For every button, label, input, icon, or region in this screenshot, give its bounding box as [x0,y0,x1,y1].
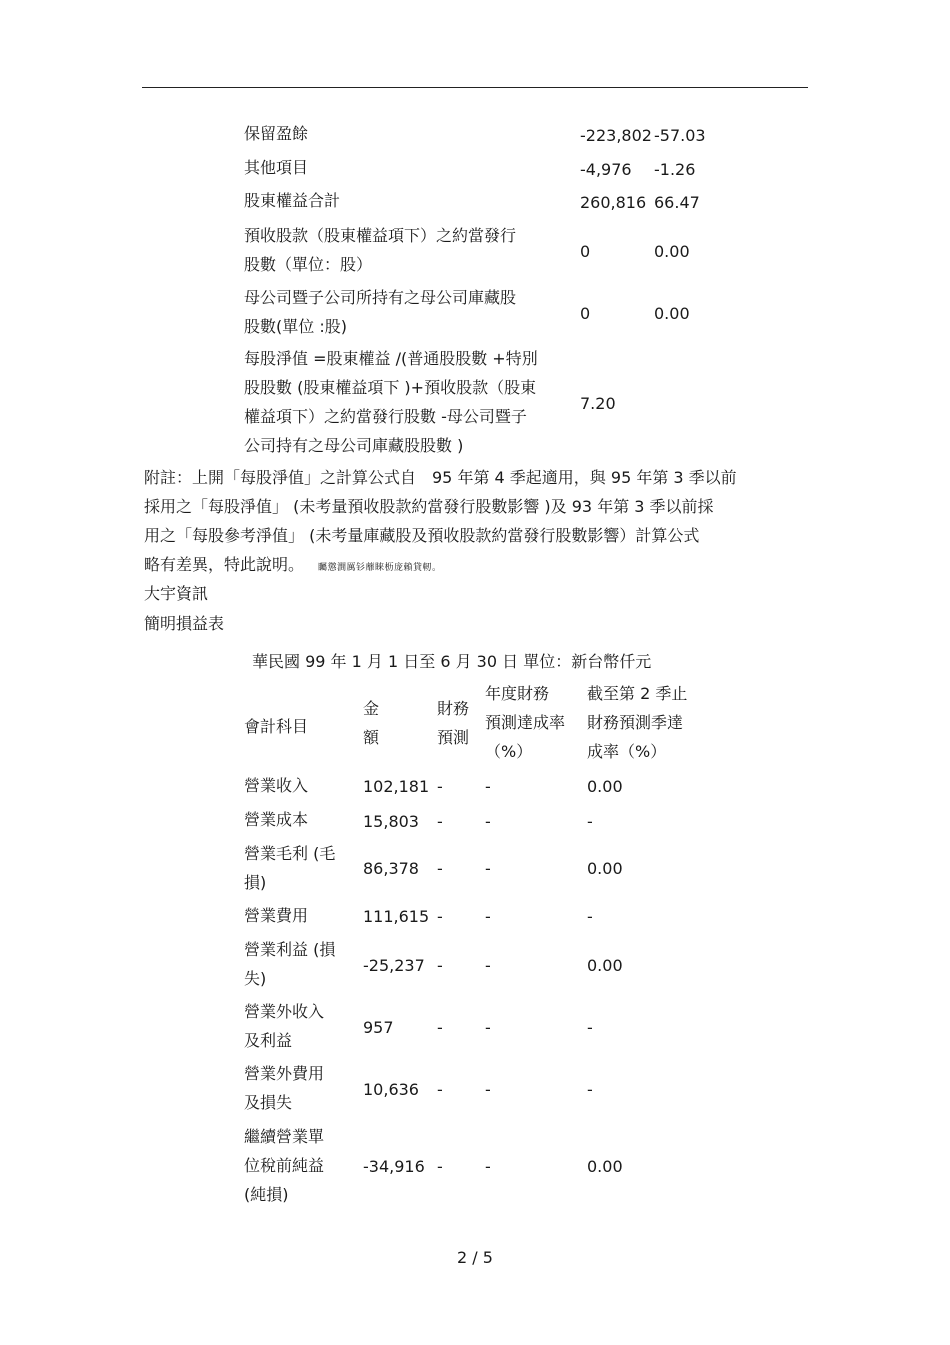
table-row-amount: 957 [363,1018,394,1037]
table-row-annual: - [485,859,491,878]
balance-row-label: 保留盈餘 [244,124,309,143]
table-row-q2: - [587,907,593,926]
table-row-amount: -34,916 [363,1157,425,1176]
header-rule [142,87,808,88]
balance-row-label: 股東權益合計 [244,191,341,210]
header-forecast: 財務 預測 [437,699,470,747]
balance-row-label: 其他項目 [244,158,309,177]
header-annual-rate: 年度財務 預測達成率 （%） [485,684,566,761]
balance-row-pct: 0.00 [654,304,690,323]
balance-row-pct: 0.00 [654,242,690,261]
table-row-forecast: - [437,1080,443,1099]
table-row-amount: 86,378 [363,859,419,878]
table-row-annual: - [485,812,491,831]
table-row-forecast: - [437,1157,443,1176]
garbled-text: 矚懲澗厲钐蘼睞枥庞賴貸軔。 [318,563,442,573]
table-row-annual: - [485,1157,491,1176]
page-number: 2 / 5 [457,1248,493,1267]
table-row-q2: - [587,812,593,831]
table-row-label: 營業費用 [244,906,309,925]
balance-row-pct: -57.03 [654,126,706,145]
table-row-label: 營業成本 [244,810,309,829]
balance-row-label: 預收股款（股東權益項下）之約當發行 股數（單位：股） [244,226,517,274]
header-account: 會計科目 [244,717,309,736]
table-row-q2: 0.00 [587,1157,623,1176]
balance-row-amount: -223,802 [580,126,652,145]
table-row-amount: -25,237 [363,956,425,975]
balance-row-pct: 66.47 [654,193,700,212]
balance-row-amount: 7.20 [580,394,616,413]
balance-row-amount: 0 [580,304,591,323]
table-row-amount: 102,181 [363,777,430,796]
statement-title: 簡明損益表 [144,614,225,633]
table-row-forecast: - [437,956,443,975]
table-row-forecast: - [437,1018,443,1037]
table-row-label: 營業毛利 (毛 損) [244,844,336,892]
table-row-q2: - [587,1080,593,1099]
table-row-amount: 10,636 [363,1080,419,1099]
table-row-forecast: - [437,859,443,878]
table-row-forecast: - [437,812,443,831]
table-row-label: 營業外收入 及利益 [244,1002,325,1050]
period-line: 華民國 99 年 1 月 1 日至 6 月 30 日 單位：新台幣仟元 [252,652,652,671]
table-row-q2: 0.00 [587,956,623,975]
table-row-annual: - [485,907,491,926]
balance-row-label: 母公司暨子公司所持有之母公司庫藏股 股數(單位 :股) [244,288,517,336]
balance-row-amount: 260,816 [580,193,647,212]
table-row-label: 營業收入 [244,776,309,795]
table-row-amount: 111,615 [363,907,430,926]
table-row-annual: - [485,956,491,975]
source-label: 大宇資訊 [144,584,209,603]
balance-row-label: 每股淨值 =股東權益 /(普通股股數 +特別 股股數 (股東權益項下 )+預收股款（股東 權益項下）之約當發行股數 -母公司暨子 公司持有之母公司庫藏股股數 ) [244,349,538,455]
table-row-forecast: - [437,777,443,796]
table-row-q2: - [587,1018,593,1037]
table-row-annual: - [485,777,491,796]
table-row-q2: 0.00 [587,777,623,796]
balance-row-amount: 0 [580,242,591,261]
table-row-forecast: - [437,907,443,926]
table-row-label: 營業外費用 及損失 [244,1064,325,1112]
table-row-label: 繼續營業單 位稅前純益 (純損) [244,1127,325,1204]
header-amount: 金 額 [363,699,380,747]
balance-row-amount: -4,976 [580,160,632,179]
table-row-amount: 15,803 [363,812,419,831]
table-row-label: 營業利益 (損 失) [244,940,336,988]
header-q2-rate: 截至第 2 季止 財務預測季達 成率（%） [587,684,688,761]
table-row-annual: - [485,1080,491,1099]
table-row-annual: - [485,1018,491,1037]
balance-row-pct: -1.26 [654,160,696,179]
note-paragraph: 附註：上開「每股淨值」之計算公式自 95 年第 4 季起適用，與 95 年第 3 季以前 採用之「每股淨值」 (未考量預收股款約當發行股數影響 )及 93 年第 3 季以前採 用之「每股參考淨值」 (未考量庫藏股及預收股款約當發行股數影響）計算公式 略有差異，特此說明。 矚懲澗厲钐蘼睞枥庞賴貸軔。 [144,468,737,574]
table-row-q2: 0.00 [587,859,623,878]
